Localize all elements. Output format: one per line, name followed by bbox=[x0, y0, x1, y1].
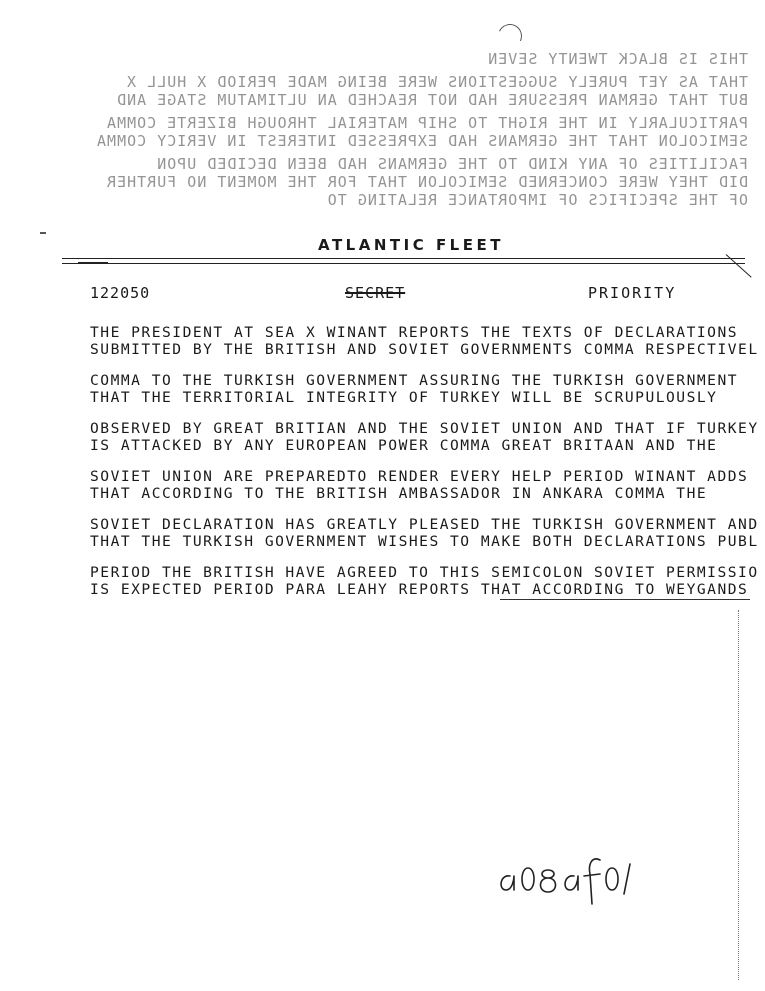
perforation-edge bbox=[738, 610, 739, 980]
body-line: COMMA TO THE TURKISH GOVERNMENT ASSURING THE TURKISH GOVERNMENT bbox=[90, 372, 739, 389]
bleed-line: THAT AS YET PURELY SUGGESTIONS WERE BEING MADE PERIOD X HULL X bbox=[126, 73, 748, 91]
bleed-line: BUT THAT GERMAN PRESSURE HAD NOT REACHED AN ULTIMATUM STAGE AND bbox=[116, 91, 748, 109]
message-end-rule bbox=[500, 599, 750, 600]
body-line: THE PRESIDENT AT SEA X WINANT REPORTS THE TEXTS OF DECLARATIONS bbox=[90, 324, 739, 341]
header-title: ATLANTIC FLEET bbox=[290, 236, 532, 254]
bleed-line: THIS IS BLACK TWENTY SEVEN bbox=[487, 52, 748, 68]
precedence-label: PRIORITY bbox=[588, 284, 677, 302]
classification-stamp: SECRET bbox=[345, 284, 406, 302]
handwritten-archive-number bbox=[492, 846, 642, 916]
message-number: 122050 bbox=[90, 284, 151, 302]
body-line: IS EXPECTED PERIOD PARA LEAHY REPORTS THAT ACCORDING TO WEYGANDS bbox=[90, 581, 749, 598]
body-line: THAT ACCORDING TO THE BRITISH AMBASSADOR IN ANKARA COMMA THE bbox=[90, 485, 708, 502]
bleed-line: FACILITIES OF ANY KIND TO THE GERMANS HAD BEEN DECIDED UPON bbox=[156, 155, 748, 173]
body-line: THAT THE TERRITORIAL INTEGRITY OF TURKEY WILL BE SCRUPULOUSLY bbox=[90, 389, 718, 406]
body-line: SOVIET UNION ARE PREPAREDTO RENDER EVERY HELP PERIOD WINANT ADDS bbox=[90, 468, 749, 485]
bleed-through-text bbox=[78, 52, 748, 211]
header-left-mark bbox=[78, 262, 108, 264]
fleet-header bbox=[0, 232, 765, 272]
body-line: OBSERVED BY GREAT BRITIAN AND THE SOVIET UNION AND THAT IF TURKEY bbox=[90, 420, 759, 437]
body-line: SOVIET DECLARATION HAS GREATLY PLEASED THE TURKISH GOVERNMENT AND bbox=[90, 516, 759, 533]
bleed-line: PARTICULARLY IN THE RIGHT TO SHIP MATERIAL THROUGH BIZERTE COMMA bbox=[106, 114, 748, 132]
bleed-line: OF THE SPECIFICS OF IMPORTANCE RELATING TO bbox=[326, 191, 748, 209]
body-line: IS ATTACKED BY ANY EUROPEAN POWER COMMA GREAT BRITAAN AND THE bbox=[90, 437, 718, 454]
header-rule-top bbox=[62, 258, 745, 259]
bleed-line: DID THEY WERE CONCERNED SEMICOLON THAT FOR THE MOMENT NO FURTHER bbox=[106, 173, 748, 191]
body-line: SUBMITTED BY THE BRITISH AND SOVIET GOVERNMENTS COMMA RESPECTIVEL bbox=[90, 341, 759, 358]
body-line: PERIOD THE BRITISH HAVE AGREED TO THIS SEMICOLON SOVIET PERMISSIO bbox=[90, 564, 759, 581]
punch-hole-mark bbox=[495, 21, 526, 52]
bleed-line: SEMICOLON THAT THE GERMANS HAD EXPRESSED INTEREST IN VERICY COMMA bbox=[96, 132, 748, 150]
header-rule-bottom bbox=[62, 263, 745, 264]
body-line: THAT THE TURKISH GOVERNMENT WISHES TO MAKE BOTH DECLARATIONS PUBL bbox=[90, 533, 759, 550]
message-body bbox=[90, 324, 760, 598]
